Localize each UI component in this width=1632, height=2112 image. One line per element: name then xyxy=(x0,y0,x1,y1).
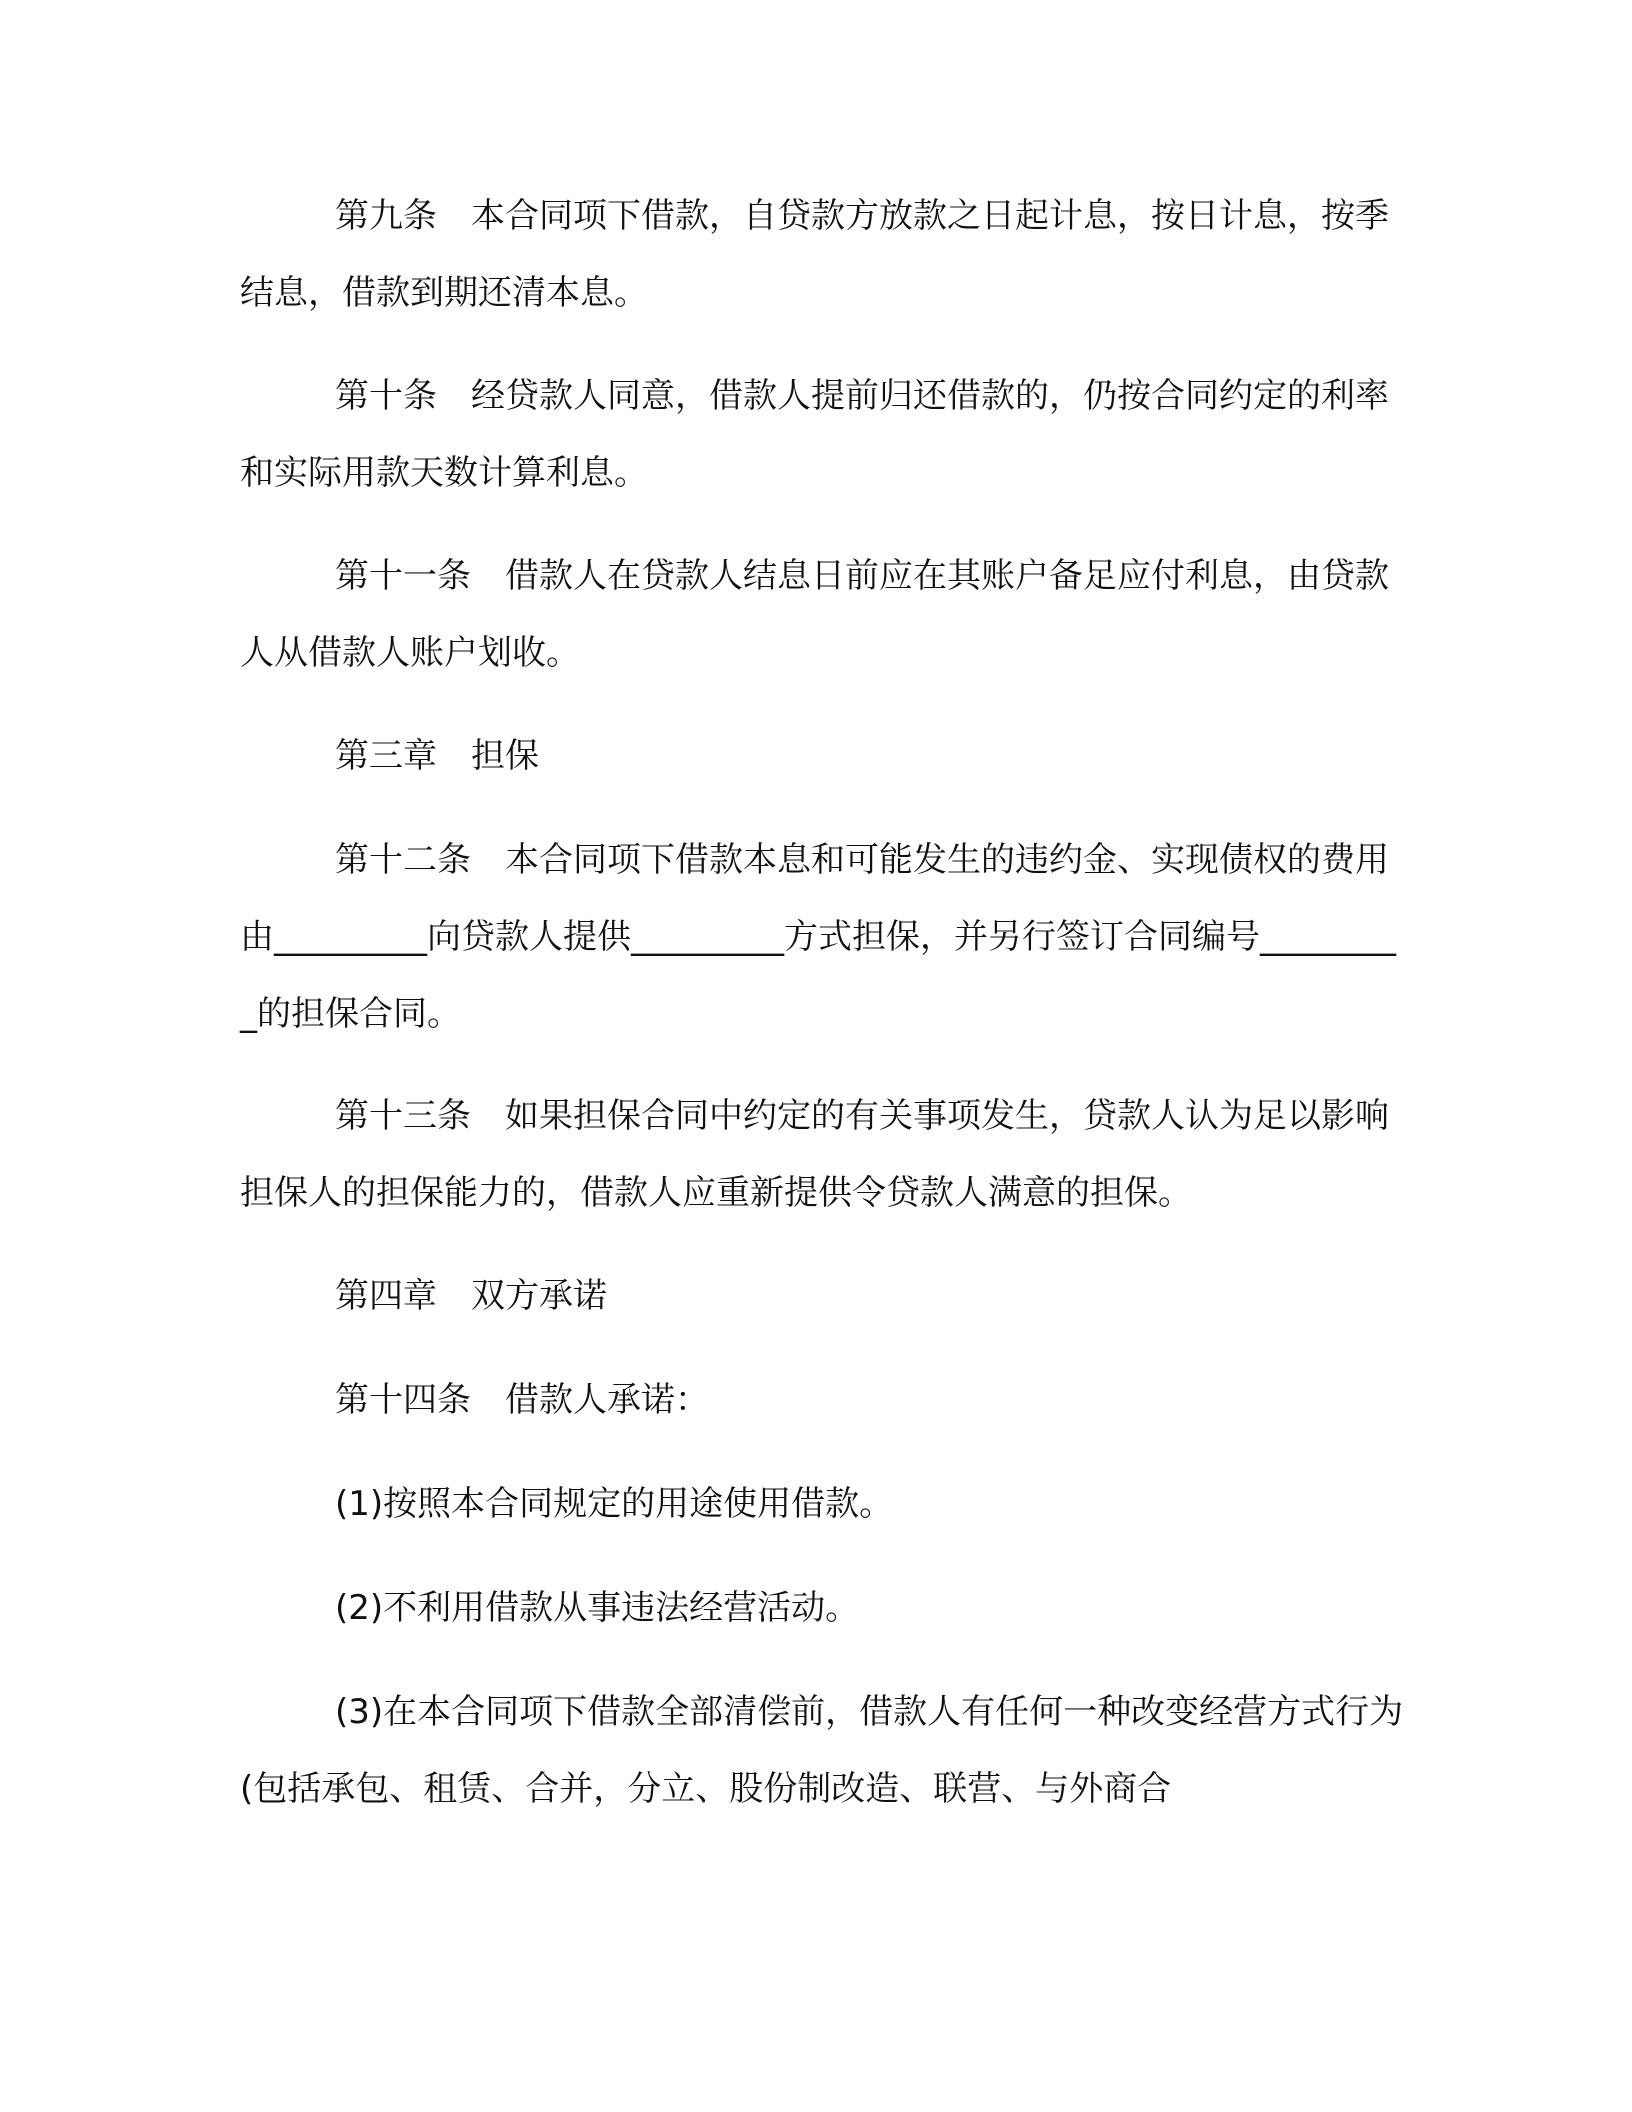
article-14-paragraph: 第十四条 借款人承诺： xyxy=(335,1380,709,1420)
chapter-3-heading: 第三章 担保 xyxy=(335,736,539,776)
article-13-paragraph: 第十三条 如果担保合同中约定的有关事项发生，贷款人认为足以影响担保人的担保能力的，借款人应重新提供令贷款人满意的担保。 xyxy=(240,1096,1389,1213)
article-10-paragraph: 第十条 经贷款人同意，借款人提前归还借款的，仍按合同约定的利率和实际用款天数计算利息。 xyxy=(240,376,1389,493)
chapter-4-heading: 第四章 双方承诺 xyxy=(335,1276,607,1316)
list-item-3: (3)在本合同项下借款全部清偿前，借款人有任何一种改变经营方式行为(包括承包、租赁、合并，分立、股份制改造、联营、与外商合 xyxy=(240,1692,1404,1809)
article-12-paragraph: 第十二条 本合同项下借款本息和可能发生的违约金、实现债权的费用由_________向贷款人提供_________方式担保，并另行签订合同编号_________的担保合同。 xyxy=(240,840,1396,1034)
list-item-2: (2)不利用借款从事违法经营活动。 xyxy=(335,1588,860,1628)
article-9-paragraph: 第九条 本合同项下借款，自贷款方放款之日起计息，按日计息，按季结息，借款到期还清本息。 xyxy=(240,196,1389,313)
list-item-1: (1)按照本合同规定的用途使用借款。 xyxy=(335,1484,894,1524)
article-11-paragraph: 第十一条 借款人在贷款人结息日前应在其账户备足应付利息，由贷款人从借款人账户划收。 xyxy=(240,556,1389,673)
